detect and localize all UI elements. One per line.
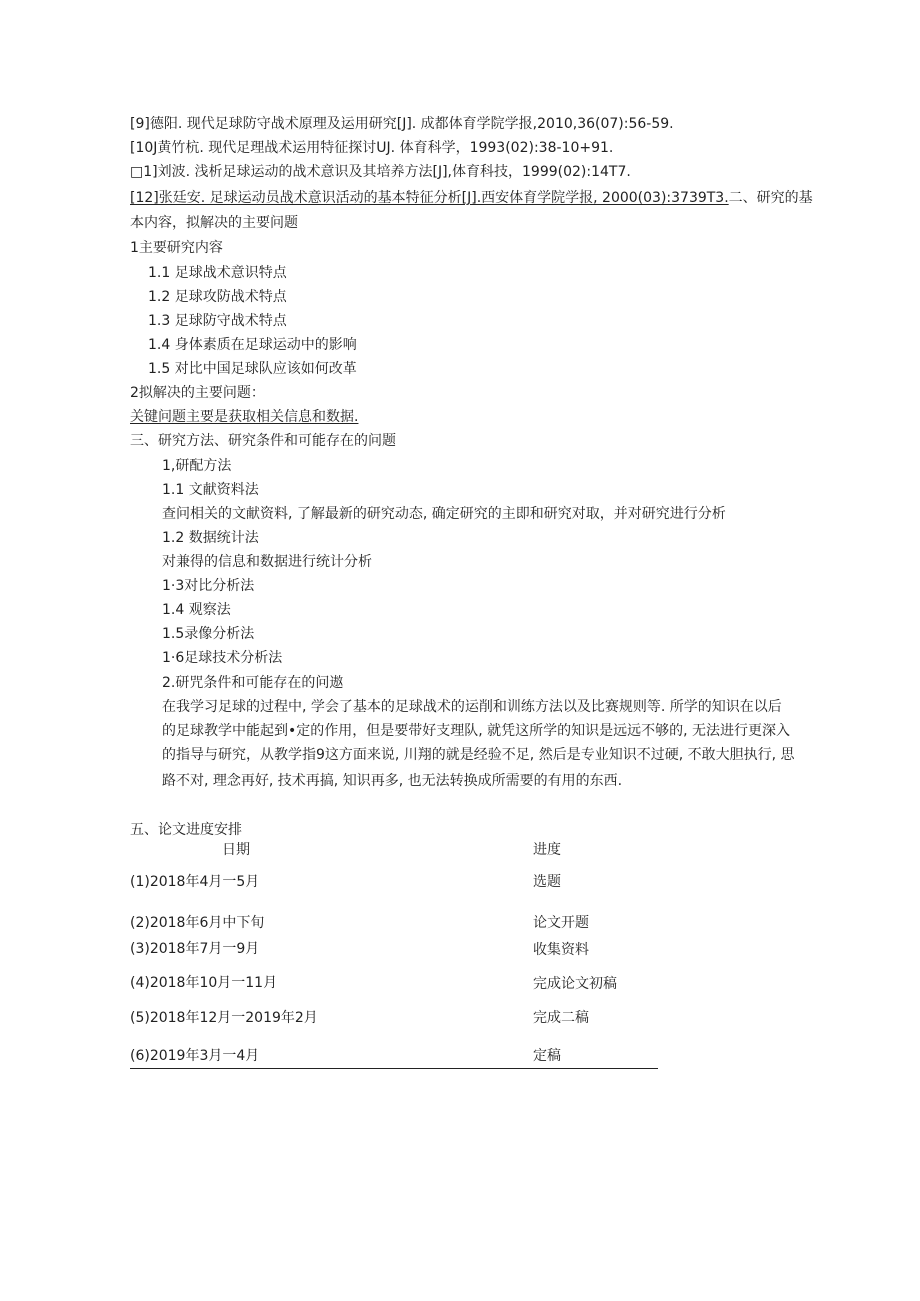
methods-heading: 1,研配方法 [162, 458, 232, 474]
schedule-row-6-date: (6)2019年3月一4月 [130, 1048, 260, 1064]
schedule-row-2-date: (2)2018年6月中下旬 [130, 915, 265, 931]
schedule-row-6-progress: 定稿 [533, 1048, 561, 1064]
section-2-title-end: 本内容，拟解决的主要问题 [130, 215, 298, 231]
schedule-row-4-progress: 完成论文初稿 [533, 976, 617, 992]
conditions-heading: 2.研咒条件和可能存在的问遨 [162, 675, 344, 691]
content-item-1-5: 1.5 对比中国足球队应该如何改革 [148, 361, 357, 377]
content-item-1-3: 1.3 足球防守战术特点 [148, 313, 287, 329]
schedule-date-header: 日期 [222, 842, 250, 858]
section-2-title-start: 二、研究的基 [728, 190, 813, 206]
reference-10: [10J黄竹杭. 现代足理战术运用特征探讨UJ. 体育科学，1993(02):38-10+91. [130, 140, 614, 156]
reference-12: [12]张廷安. 足球运动员战术意识活动的基本特征分析[J].西安体育学院学报, 2000(03):3739T3. [130, 190, 729, 206]
content-item-1-1: 1.1 足球战术意识特点 [148, 265, 287, 281]
method-1-2-desc: 对兼得的信息和数据进行统计分析 [162, 554, 372, 570]
method-1-3: 1·3对比分析法 [162, 578, 255, 594]
conditions-para-line: 的足球教学中能起到•定的作用，但是要带好支理队, 就凭这所学的知识是远远不够的, 无法进行更深入 [162, 723, 791, 739]
method-1-5: 1.5录像分析法 [162, 626, 255, 642]
method-1-1-title: 1.1 文献资料法 [162, 482, 259, 498]
section-5-title: 五、论文进度安排 [130, 822, 242, 838]
schedule-underline [130, 1068, 658, 1069]
schedule-row-4-date: (4)2018年10月一11月 [130, 975, 278, 991]
schedule-row-3-date: (3)2018年7月一9月 [130, 941, 260, 957]
main-content-heading: 1主要研究内容 [130, 240, 223, 256]
content-item-1-2: 1.2 足球攻防战术特点 [148, 289, 287, 305]
content-item-1-4: 1.4 身体素质在足球运动中的影响 [148, 337, 357, 353]
schedule-row-5-progress: 完成二稿 [533, 1010, 589, 1026]
method-1-6: 1·6足球技术分析法 [162, 650, 283, 666]
schedule-row-1-progress: 选题 [533, 874, 561, 890]
reference-12-line [130, 188, 813, 208]
schedule-row-3-progress: 收集资料 [533, 942, 589, 958]
reference-11: □1]刘波. 浅析足球运动的战术意识及其培养方法[J],体育科技，1999(02):14T7. [130, 164, 631, 180]
conditions-para-line: 的指导与研究，从教学指9这方面来说, 川翔的就是经验不足, 然后是专业知识不过硬, 不敢大胆执行, 思 [162, 747, 795, 763]
method-1-4: 1.4 观察法 [162, 602, 231, 618]
schedule-row-5-date: (5)2018年12月一2019年2月 [130, 1010, 318, 1026]
reference-9: [9]德阳. 现代足球防守战术原理及运用研究[J]. 成都体育学院学报,2010,36(07):56-59. [130, 116, 674, 132]
method-1-1-desc: 查问相关的文献资料, 了解最新的研究动态, 确定研究的主即和研究对取，并对研究进行分析 [162, 506, 726, 522]
method-1-2-title: 1.2 数据统计法 [162, 530, 259, 546]
conditions-para-line: 在我学习足球的过程中, 学会了基本的足球战术的运削和训练方法以及比赛规则等. 所学的知识在以后 [162, 699, 782, 715]
problems-text: 关键问题主要是获取相关信息和数据. [130, 409, 359, 425]
schedule-progress-header: 进度 [533, 842, 561, 858]
problems-heading: 2拟解决的主要问题： [130, 385, 265, 401]
schedule-row-1-date: (1)2018年4月一5月 [130, 874, 260, 890]
schedule-row-2-progress: 论文开题 [533, 915, 589, 931]
section-3-title: 三、研究方法、研究条件和可能存在的问题 [130, 433, 396, 449]
conditions-para-line: 路不对, 理念再好, 技术再搞, 知识再多, 也无法转换成所需要的有用的东西. [162, 773, 623, 789]
